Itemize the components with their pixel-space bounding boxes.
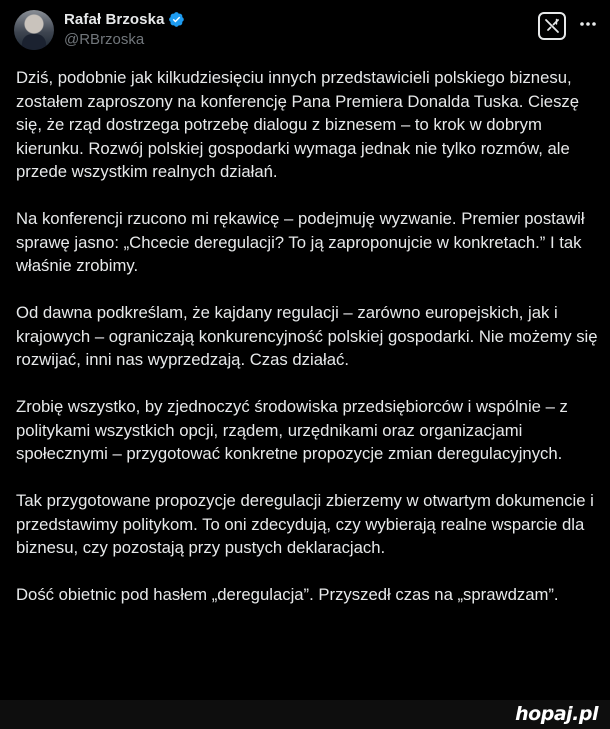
- avatar[interactable]: [14, 10, 54, 50]
- tweet-text: [16, 66, 598, 607]
- name-row: [64, 10, 185, 29]
- author-block: [64, 10, 185, 50]
- grok-icon: [544, 18, 560, 34]
- verified-badge-icon: [168, 11, 185, 28]
- more-options-button[interactable]: [578, 14, 598, 34]
- tweet-paragraph: Dziś, podobnie jak kilkudziesięciu innych przedstawicieli polskiego biznesu, zostałem zaproszony na konferencję Pana Premiera Donalda Tuska. Cieszę się, że rząd dostrzega potrzebę dialogu z biznesem – to krok w dobrym kierunku. Rozwój polskiej gospodarki wymaga jednak nie tylko rozmów, ale przede wszystkim realnych działań.: [16, 68, 580, 181]
- more-icon: [579, 21, 597, 27]
- watermark-bar: [0, 700, 610, 729]
- tweet-paragraph: Na konferencji rzucono mi rękawicę – podejmuję wyzwanie. Premier postawił sprawę jasno: „Chcecie deregulacji? To ją zaproponujcie w konkretach.” I tak właśnie zrobimy.: [16, 209, 585, 275]
- tweet-paragraph: Tak przygotowane propozycje deregulacji zbierzemy w otwartym dokumencie i przedstawimy politykom. To oni zdecydują, czy wybierają realne wsparcie dla biznesu, czy pozostają przy pustych deklaracjach.: [16, 491, 594, 557]
- tweet-paragraph: Dość obietnic pod hasłem „deregulacja”. Przyszedł czas na „sprawdzam”.: [16, 585, 559, 604]
- tweet-paragraph: Zrobię wszystko, by zjednoczyć środowiska przedsiębiorców i wspólnie – z politykami wszystkich opcji, rządem, urzędnikami oraz organizacjami społecznymi – przygotować konkretne propozycje zmian deregulacyjnych.: [16, 397, 568, 463]
- tweet-header: [14, 9, 185, 51]
- grok-button[interactable]: [538, 12, 566, 40]
- author-handle[interactable]: @RBrzoska: [64, 31, 145, 48]
- tweet-paragraph: Od dawna podkreślam, że kajdany regulacji – zarówno europejskich, jak i krajowych – ograniczają konkurencyjność polskiej gospodarki. Nie możemy się rozwijać, inni nas wyprzedzają. Czas działać.: [16, 303, 598, 369]
- display-name[interactable]: Rafał Brzoska: [64, 11, 165, 28]
- watermark-logo: hopaj.pl: [515, 703, 598, 725]
